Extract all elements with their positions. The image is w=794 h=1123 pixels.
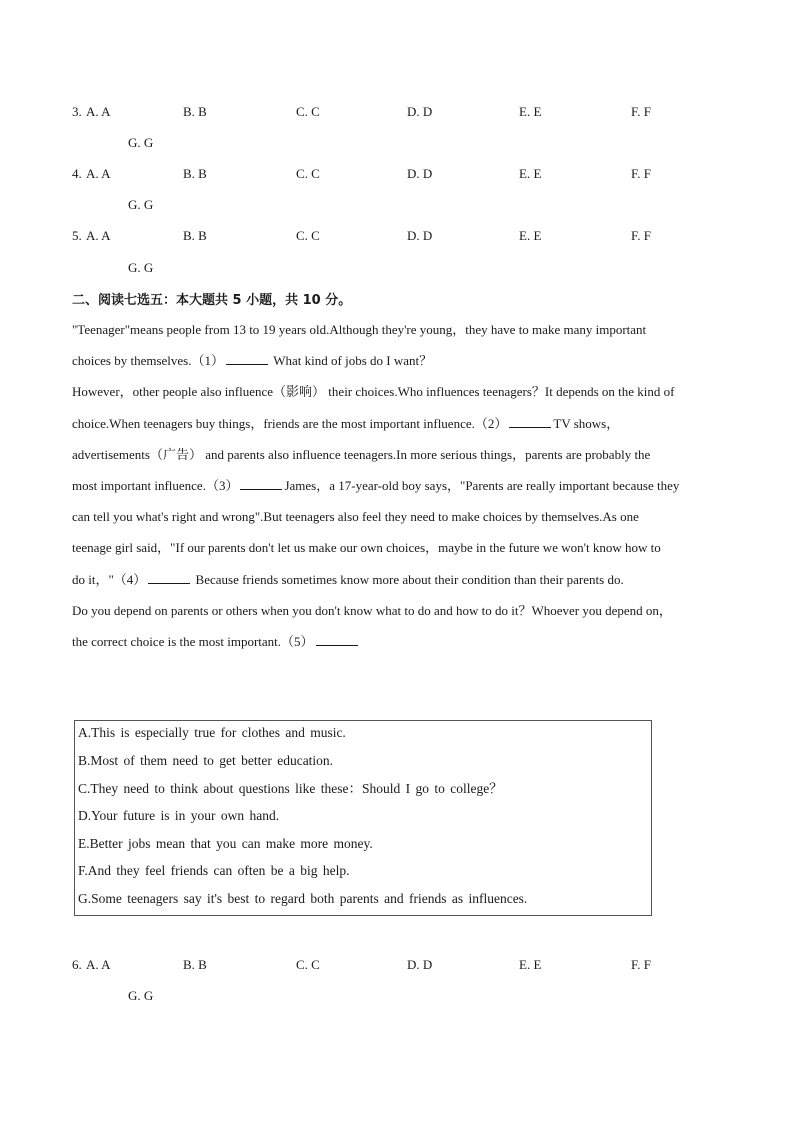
- option-a[interactable]: A. A: [86, 104, 111, 119]
- passage-line: [72, 476, 679, 496]
- option-d[interactable]: D. D: [407, 104, 433, 119]
- choice-f: F.And they feel friends can often be a big help.: [78, 863, 350, 878]
- option-g[interactable]: G. G: [128, 988, 154, 1003]
- passage-line: [72, 351, 432, 371]
- answer-blank[interactable]: [148, 571, 190, 584]
- question-6-options-wrap: [0, 986, 794, 1006]
- question-number: 4.: [72, 166, 82, 181]
- option-c[interactable]: C. C: [296, 166, 320, 181]
- passage-line: [72, 538, 661, 558]
- passage-text: teenage girl said，"If our parents don't let us make our own choices，maybe in the future we won't know how to: [72, 540, 661, 555]
- passage-line: [72, 507, 639, 527]
- option-a[interactable]: A. A: [86, 166, 111, 181]
- option-b[interactable]: B. B: [183, 166, 207, 181]
- passage-text: Because friends sometimes know more about their condition than their parents do.: [192, 572, 624, 587]
- option-c[interactable]: C. C: [296, 104, 320, 119]
- passage-line: [72, 601, 672, 621]
- question-number: 3.: [72, 104, 82, 119]
- question-number: 5.: [72, 228, 82, 243]
- passage-text: James，a 17-year-old boy says，"Parents are really important because they: [284, 478, 680, 493]
- question-3-options-wrap: [0, 133, 794, 153]
- passage-line: [72, 570, 624, 590]
- answer-blank[interactable]: [316, 633, 358, 646]
- choices-box: [74, 720, 652, 916]
- question-4-options-wrap: [0, 195, 794, 215]
- option-f[interactable]: F. F: [631, 957, 651, 972]
- section-title: 二、阅读七选五：本大题共 5 小题，共 10 分。: [72, 293, 352, 308]
- passage-text: can tell you what's right and wrong".But teenagers also feel they need to make choices by themselves.As one: [72, 509, 639, 524]
- passage-text: the correct choice is the most important.（5）: [72, 634, 314, 649]
- answer-blank[interactable]: [240, 477, 282, 490]
- option-e[interactable]: E. E: [519, 957, 542, 972]
- option-b[interactable]: B. B: [183, 104, 207, 119]
- choice-c: C.They need to think about questions like these：Should I go to college？: [78, 781, 503, 796]
- option-b[interactable]: B. B: [183, 957, 207, 972]
- option-c[interactable]: C. C: [296, 228, 320, 243]
- option-d[interactable]: D. D: [407, 228, 433, 243]
- choice-g: G.Some teenagers say it's best to regard both parents and friends as influences.: [78, 891, 528, 906]
- option-d[interactable]: D. D: [407, 166, 433, 181]
- option-a[interactable]: A. A: [86, 957, 111, 972]
- option-g[interactable]: G. G: [128, 135, 154, 150]
- choice-e: E.Better jobs mean that you can make more money.: [78, 836, 373, 851]
- option-g[interactable]: G. G: [128, 197, 154, 212]
- passage-line: [72, 382, 675, 402]
- passage-text: advertisements（广告） and parents also influence teenagers.In more serious things，parents are probably the: [72, 447, 651, 462]
- question-3-options: [0, 102, 794, 122]
- question-5-options: [0, 226, 794, 246]
- option-f[interactable]: F. F: [631, 166, 651, 181]
- passage-line: [72, 414, 619, 434]
- option-g[interactable]: G. G: [128, 260, 154, 275]
- question-4-options: [0, 164, 794, 184]
- answer-blank[interactable]: [226, 352, 268, 365]
- passage-line: [72, 320, 646, 340]
- passage-text: choice.When teenagers buy things，friends are the most important influence.（2）: [72, 416, 508, 431]
- question-6-options: [0, 955, 794, 975]
- passage-text: choices by themselves.（1）: [72, 353, 224, 368]
- answer-blank[interactable]: [509, 415, 551, 428]
- option-e[interactable]: E. E: [519, 228, 542, 243]
- choice-a: A.This is especially true for clothes and music.: [78, 725, 346, 740]
- passage-text: "Teenager"means people from 13 to 19 years old.Although they're young，they have to make many important: [72, 322, 647, 337]
- option-c[interactable]: C. C: [296, 957, 320, 972]
- option-e[interactable]: E. E: [519, 166, 542, 181]
- choice-b: B.Most of them need to get better education.: [78, 753, 334, 768]
- option-b[interactable]: B. B: [183, 228, 207, 243]
- option-a[interactable]: A. A: [86, 228, 111, 243]
- passage-text: TV shows，: [553, 416, 620, 431]
- option-f[interactable]: F. F: [631, 104, 651, 119]
- passage-text: Do you depend on parents or others when you don't know what to do and how to do it？Whoever you depend on，: [72, 603, 672, 618]
- passage-line: [72, 632, 360, 652]
- option-d[interactable]: D. D: [407, 957, 433, 972]
- passage-text: What kind of jobs do I want？: [270, 353, 433, 368]
- question-5-options-wrap: [0, 258, 794, 278]
- passage-text: most important influence.（3）: [72, 478, 239, 493]
- option-f[interactable]: F. F: [631, 228, 651, 243]
- passage-line: [72, 445, 650, 465]
- passage-text: However，other people also influence（影响） their choices.Who influences teenagers？It depends on the kind of: [72, 384, 675, 399]
- passage-text: do it，"（4）: [72, 572, 147, 587]
- choice-d: D.Your future is in your own hand.: [78, 808, 280, 823]
- option-e[interactable]: E. E: [519, 104, 542, 119]
- question-number: 6.: [72, 957, 82, 972]
